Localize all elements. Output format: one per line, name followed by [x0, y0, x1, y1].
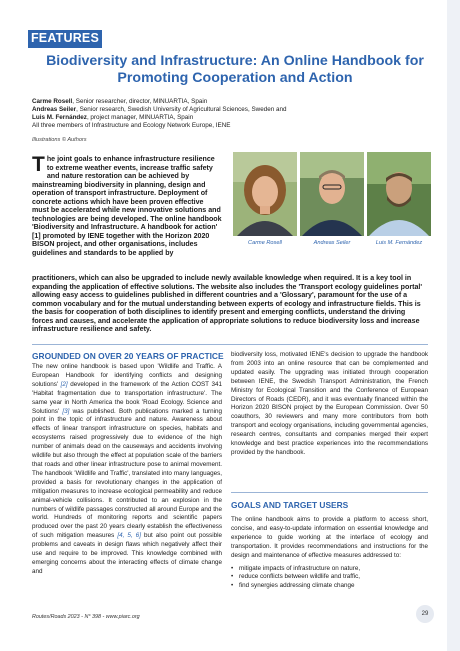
author-affiliation-note: All three members of Infrastructure and Ecology Network Europe, IENE: [32, 122, 231, 130]
portrait-image: [300, 152, 364, 236]
section-tag: FEATURES: [28, 30, 102, 47]
author-photo-carme-rosell: [233, 152, 297, 236]
author-list: [32, 98, 432, 130]
author-name: Carme Rosell: [32, 98, 73, 105]
body-text: The online handbook aims to provide a platform to access short, concise, and easy-to-update information on essential knowledge and experience to guide working at the interface of ecology and transportation. It provides recommendations and instructions for the design and maintenance of effective measures addressed to:: [231, 516, 428, 559]
reference-link[interactable]: [2]: [60, 380, 68, 388]
author-role: , Senior researcher, director, MINUARTIA, Spain: [72, 98, 208, 105]
goals-list: [231, 565, 428, 592]
author-line: [32, 106, 432, 114]
photo-caption: Luis M. Fernández: [375, 240, 423, 246]
portrait-image: [367, 152, 431, 236]
column-right-text: biodiversity loss, motivated IENE's decision to upgrade the handbook from 2003 into an online resource that can be complemented and updated easily. The upgrading was initiated through cooperation between IENE, the Swedish Transport Administration, the French Ministry for Ecological Transition and the Conference of European Directors of Roads (CEDR), and it was eventually financed within the Horizon 2020 BISON project by the European Commission. Over 50 coauthors, 30 reviewers and many more contributors from both transport and ecology organisations, including governmental agencies, research centres, consultants and companies merged their expert knowledge and best practice experiences into the recommendations provided by the handbook.: [231, 351, 428, 456]
section-divider: [32, 344, 428, 345]
list-item: • reduce conflicts between wildlife and traffic,: [231, 573, 428, 582]
author-name: Andreas Seiler: [32, 106, 77, 114]
list-item: • find synergies addressing climate change: [231, 582, 428, 591]
page-footer: Routes/Roads 2023 - N° 398 - www.piarc.org: [32, 614, 140, 620]
section-heading: GOALS AND TARGET USERS: [231, 500, 349, 510]
body-text: developed in the framework of the Action COST 341 'Habitat fragmentation due to transportation infrastructure'. The same year in North America the book 'Road Ecology. Science and Solutions': [32, 380, 222, 415]
section-heading: GROUNDED ON OVER 20 YEARS OF PRACTICE: [32, 351, 224, 361]
author-photo-andreas-seiler: [300, 152, 364, 236]
list-item: • mitigate impacts of infrastructure on nature,: [231, 565, 428, 574]
body-text: was published. Both publications marked a turning point in the topic of infrastructure and nature. Awareness about effects of linear transport infrastructure on species, habitats and ecosystems raised progressively due to evidence of the high number of animals dead on the causeways and accidents involving wildlife but also through the effect at population scale of the barriers that roads and other linear infrastructure pose to animal movement. The handbook 'Wildlife and Traffic', translated into many languages, provided a basis for revolutionary changes in the application of mitigation measures to increase ecological permeability and reduce animal-vehicle collisions. It contributed to an explosion in the numbers of wildlife passages constructed all around Europe and the world. Hundreds of monitoring reports and scientific papers produced over the past 20 years clearly establish the effectiveness of such mitigation measures: [32, 407, 222, 540]
author-line: [32, 114, 432, 122]
photo-caption: Carme Rosell: [248, 240, 282, 246]
intro-paragraph: [32, 155, 222, 258]
section-divider: [231, 492, 428, 493]
section-tag-underline: [28, 46, 102, 48]
drop-cap: T: [32, 153, 45, 176]
reference-link[interactable]: [3]: [62, 407, 70, 415]
goals-text: [231, 516, 428, 591]
author-name: Luis M. Fernández: [32, 114, 87, 122]
author-role: , project manager, MINUARTIA, Spain: [86, 114, 194, 122]
illustrations-credit: Illustrations © Authors: [32, 137, 87, 143]
intro-text: he joint goals to enhance infrastructure resilience to extreme weather events, increase traffic safety and nature restoration can be achieved by mainstreaming biodiversity in planning, design and operation of transport infrastructure. Deployment of concrete actions which have been proven effective must be accelerated while new innovative solutions and technologies are being developed. The online handbook 'Biodiversity and Infrastructure. A handbook for action' [1] promoted by IENE together with the Horizon 2020 BISON project, and other organisations, includes guidelines and standards to be applied by: [32, 155, 222, 258]
intro-paragraph-continued: practitioners, which can also be upgraded to include newly available knowledge when required. It is a key tool in expanding the application of effective solutions. The website also includes the 'Transport ecology guidelines portal' allowing easy access to guidelines published in different countries and a 'Glossary', paramount for the use of a common vocabulary and for the mutual understanding between experts of ecology and infrastructure fields. This is the basis for cooperation of both disciplines to identify present and emerging conflicts, understand the driving forces and causes, and accelerate the application of appropriate solutions to reduce biodiversity loss and increase infrastructure resilience and safety.: [32, 274, 423, 334]
photo-caption: Andreas Seiler: [313, 240, 351, 246]
article-title: Biodiversity and Infrastructure: An Online Handbook for Promoting Cooperation and Action: [46, 53, 424, 86]
author-line: [32, 98, 432, 106]
page-number: 29: [416, 605, 434, 623]
reference-link[interactable]: [4, 5, 6]: [117, 532, 141, 540]
author-role: , Senior research, Swedish University of Agricultural Sciences, Sweden and: [76, 106, 287, 114]
body-text: but also point out possible problems and caveats in design flaws which negatively affect their use and require to be improved. This knowledge combined with emerging concerns about the interacting effects of climate change and: [32, 532, 222, 575]
author-photo-luis-fernandez: [367, 152, 431, 236]
page-edge-band: [447, 0, 460, 651]
column-left-text: [32, 363, 222, 577]
body-text: The new online handbook is based upon 'Wildlife and Traffic. A European Handbook for identifying conflicts and designing solutions': [32, 363, 222, 388]
portrait-image: [233, 152, 297, 236]
